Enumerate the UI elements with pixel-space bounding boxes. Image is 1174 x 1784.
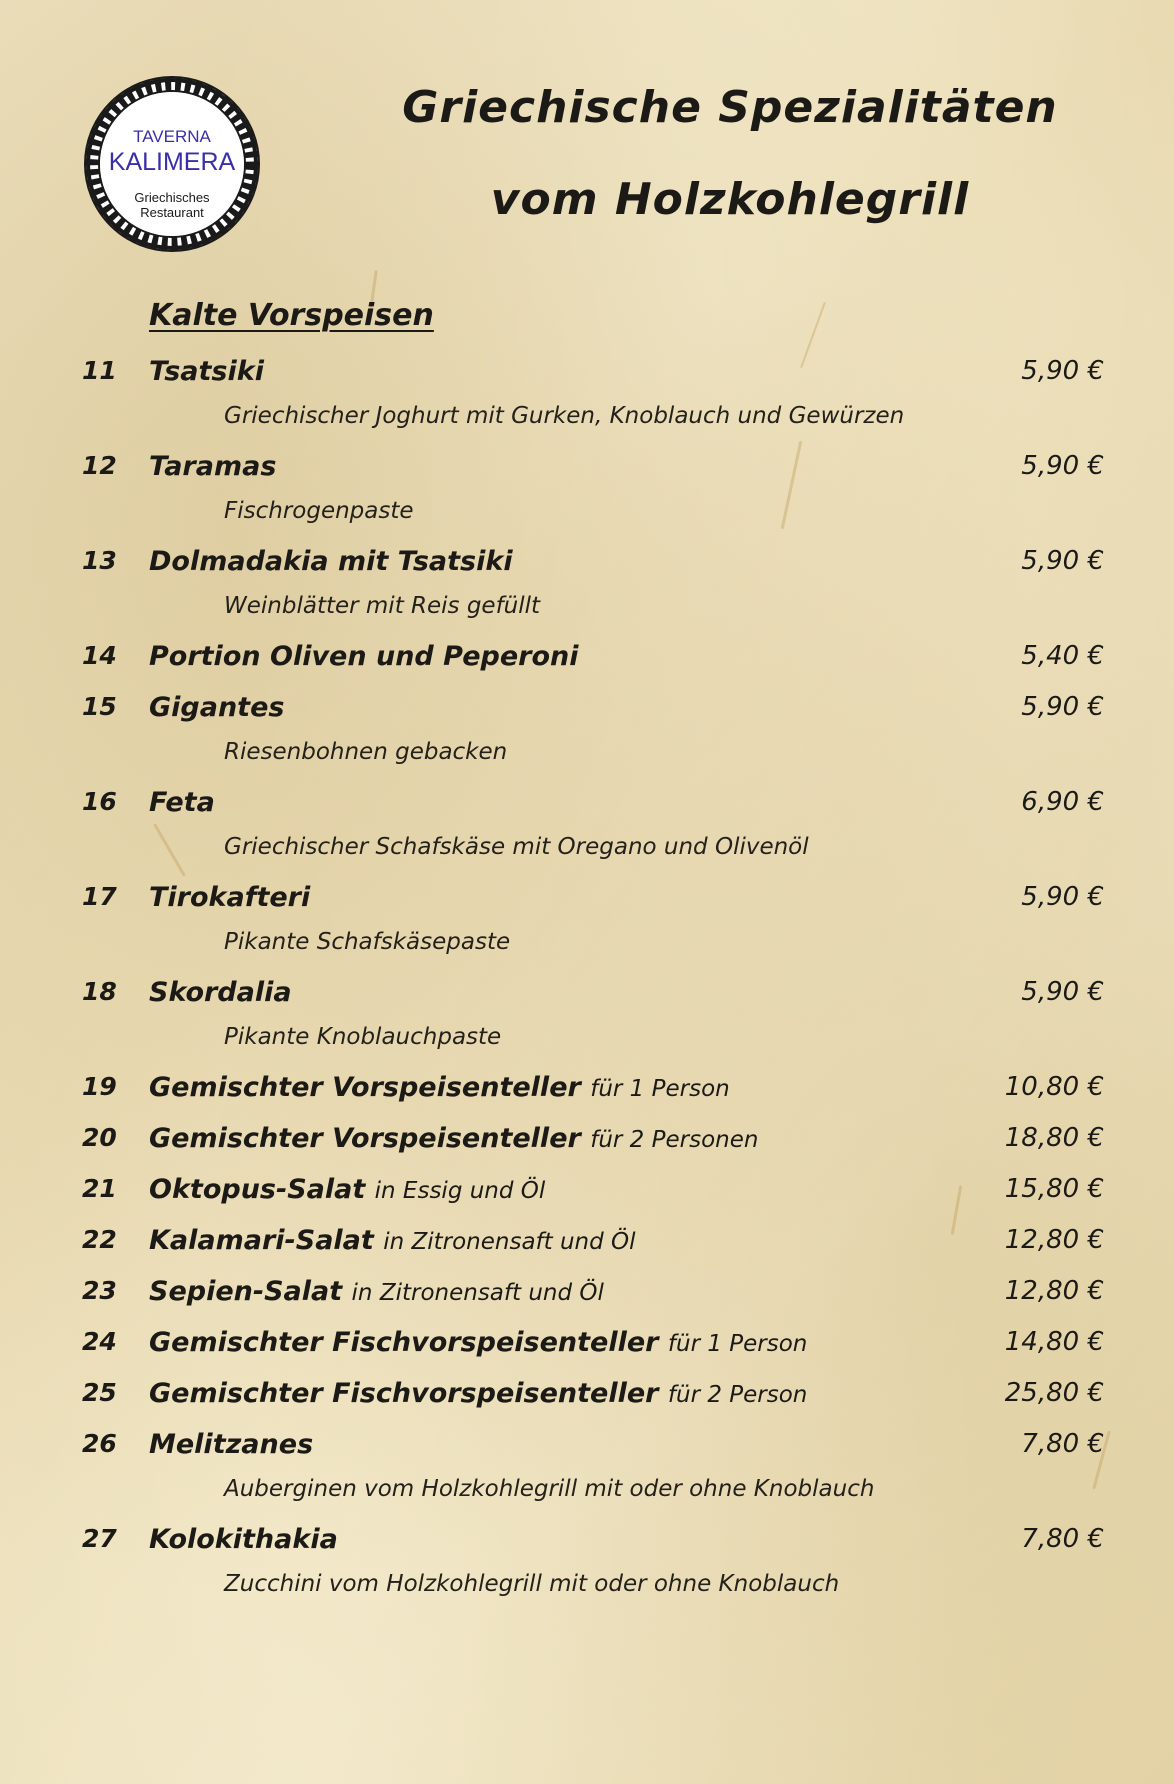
menu-item (0, 546, 1174, 586)
section-title: Kalte Vorspeisen (149, 298, 434, 333)
item-price: 5,90 € (1021, 451, 1104, 481)
page-title-line2: vom Holzkohlegrill (490, 174, 970, 225)
item-name-text: Gemischter Fischvorspeisenteller (149, 1378, 659, 1409)
item-description: Zucchini vom Holzkohlegrill mit oder ohne Knoblauch (224, 1571, 840, 1597)
item-price: 18,80 € (1004, 1123, 1104, 1153)
item-name-text: Oktopus-Salat (149, 1174, 366, 1205)
item-number: 14 (82, 641, 117, 670)
item-description: Riesenbohnen gebacken (224, 739, 508, 765)
item-note: für 2 Personen (590, 1127, 759, 1153)
item-description: Pikante Knoblauchpaste (224, 1024, 502, 1050)
item-number: 12 (82, 451, 117, 480)
item-description: Fischrogenpaste (224, 498, 414, 524)
item-description: Griechischer Schafskäse mit Oregano und Olivenöl (224, 834, 809, 860)
item-name-text: Gemischter Vorspeisenteller (149, 1123, 581, 1154)
item-price: 12,80 € (1004, 1225, 1104, 1255)
menu-item (0, 356, 1174, 396)
item-name-text: Tirokafteri (149, 882, 311, 913)
menu-item (0, 1524, 1174, 1564)
item-price: 10,80 € (1004, 1072, 1104, 1102)
item-name-text: Kalamari-Salat (149, 1225, 374, 1256)
item-description: Pikante Schafskäsepaste (224, 929, 511, 955)
item-name (149, 1327, 807, 1358)
menu-item (0, 1072, 1174, 1112)
item-number: 26 (82, 1429, 117, 1458)
menu-item (0, 1327, 1174, 1367)
item-price: 7,80 € (1021, 1429, 1104, 1459)
item-name-text: Kolokithakia (149, 1524, 338, 1555)
item-name (149, 546, 513, 577)
item-name (149, 1524, 338, 1555)
item-name (149, 1429, 313, 1460)
item-name-text: Gemischter Fischvorspeisenteller (149, 1327, 659, 1358)
item-name (149, 641, 579, 672)
item-number: 22 (82, 1225, 117, 1254)
item-number: 20 (82, 1123, 117, 1152)
item-note: für 2 Person (667, 1382, 808, 1408)
item-price: 6,90 € (1021, 787, 1104, 817)
item-name (149, 1378, 807, 1409)
item-description: Weinblätter mit Reis gefüllt (224, 593, 541, 619)
item-number: 23 (82, 1276, 117, 1305)
item-description: Auberginen vom Holzkohlegrill mit oder ohne Knoblauch (224, 1476, 875, 1502)
svg-text:TAVERNA: TAVERNA (133, 127, 211, 146)
menu-item (0, 1225, 1174, 1265)
item-number: 11 (82, 356, 117, 385)
item-name-text: Melitzanes (149, 1429, 314, 1460)
item-note: in Zitronensaft und Öl (351, 1280, 604, 1306)
item-price: 5,40 € (1021, 641, 1104, 671)
item-number: 17 (82, 882, 117, 911)
item-price: 5,90 € (1021, 356, 1104, 386)
item-number: 13 (82, 546, 117, 575)
menu-item (0, 1276, 1174, 1316)
menu-item (0, 692, 1174, 732)
item-name-text: Gigantes (149, 692, 285, 723)
item-name-text: Taramas (149, 451, 277, 482)
item-price: 25,80 € (1004, 1378, 1104, 1408)
item-number: 16 (82, 787, 117, 816)
menu-item (0, 882, 1174, 922)
item-price: 5,90 € (1021, 546, 1104, 576)
item-price: 14,80 € (1004, 1327, 1104, 1357)
item-name (149, 1072, 730, 1103)
item-number: 21 (82, 1174, 117, 1203)
menu-item (0, 1429, 1174, 1469)
item-number: 24 (82, 1327, 117, 1356)
svg-text:Griechisches: Griechisches (134, 190, 210, 205)
item-price: 12,80 € (1004, 1276, 1104, 1306)
item-name (149, 977, 292, 1008)
item-name-text: Skordalia (149, 977, 292, 1008)
item-note: für 1 Person (590, 1076, 730, 1102)
item-name-text: Feta (149, 787, 215, 818)
menu-item (0, 1378, 1174, 1418)
svg-text:KALIMERA: KALIMERA (108, 148, 236, 176)
item-name-text: Portion Oliven und Peperoni (149, 641, 579, 672)
item-name (149, 356, 264, 387)
item-price: 5,90 € (1021, 692, 1104, 722)
item-name (149, 451, 276, 482)
item-name-text: Dolmadakia mit Tsatsiki (149, 546, 513, 577)
item-name-text: Tsatsiki (149, 356, 264, 387)
item-name (149, 882, 310, 913)
menu-item (0, 977, 1174, 1017)
item-price: 15,80 € (1004, 1174, 1104, 1204)
item-name-text: Gemischter Vorspeisenteller (149, 1072, 581, 1103)
item-number: 15 (82, 692, 117, 721)
menu-item (0, 641, 1174, 681)
item-price: 5,90 € (1021, 977, 1104, 1007)
item-note: für 1 Person (667, 1331, 808, 1357)
item-price: 5,90 € (1021, 882, 1104, 912)
item-price: 7,80 € (1021, 1524, 1104, 1554)
item-name (149, 1123, 758, 1154)
item-name-text: Sepien-Salat (149, 1276, 343, 1307)
menu-item (0, 1174, 1174, 1214)
menu-item (0, 1123, 1174, 1163)
item-name (149, 692, 284, 723)
menu-item (0, 451, 1174, 491)
svg-text:Restaurant: Restaurant (140, 205, 204, 220)
item-number: 27 (82, 1524, 117, 1553)
item-description: Griechischer Joghurt mit Gurken, Knoblauch und Gewürzen (224, 403, 905, 429)
item-name (149, 1225, 636, 1256)
item-note: in Zitronensaft und Öl (383, 1229, 636, 1255)
item-name (149, 1276, 604, 1307)
item-number: 19 (82, 1072, 117, 1101)
menu-item (0, 787, 1174, 827)
page-title-line1: Griechische Spezialitäten (402, 82, 1058, 133)
item-name (149, 787, 215, 818)
item-note: in Essig und Öl (374, 1178, 546, 1204)
item-number: 18 (82, 977, 117, 1006)
item-number: 25 (82, 1378, 117, 1407)
item-name (149, 1174, 545, 1205)
